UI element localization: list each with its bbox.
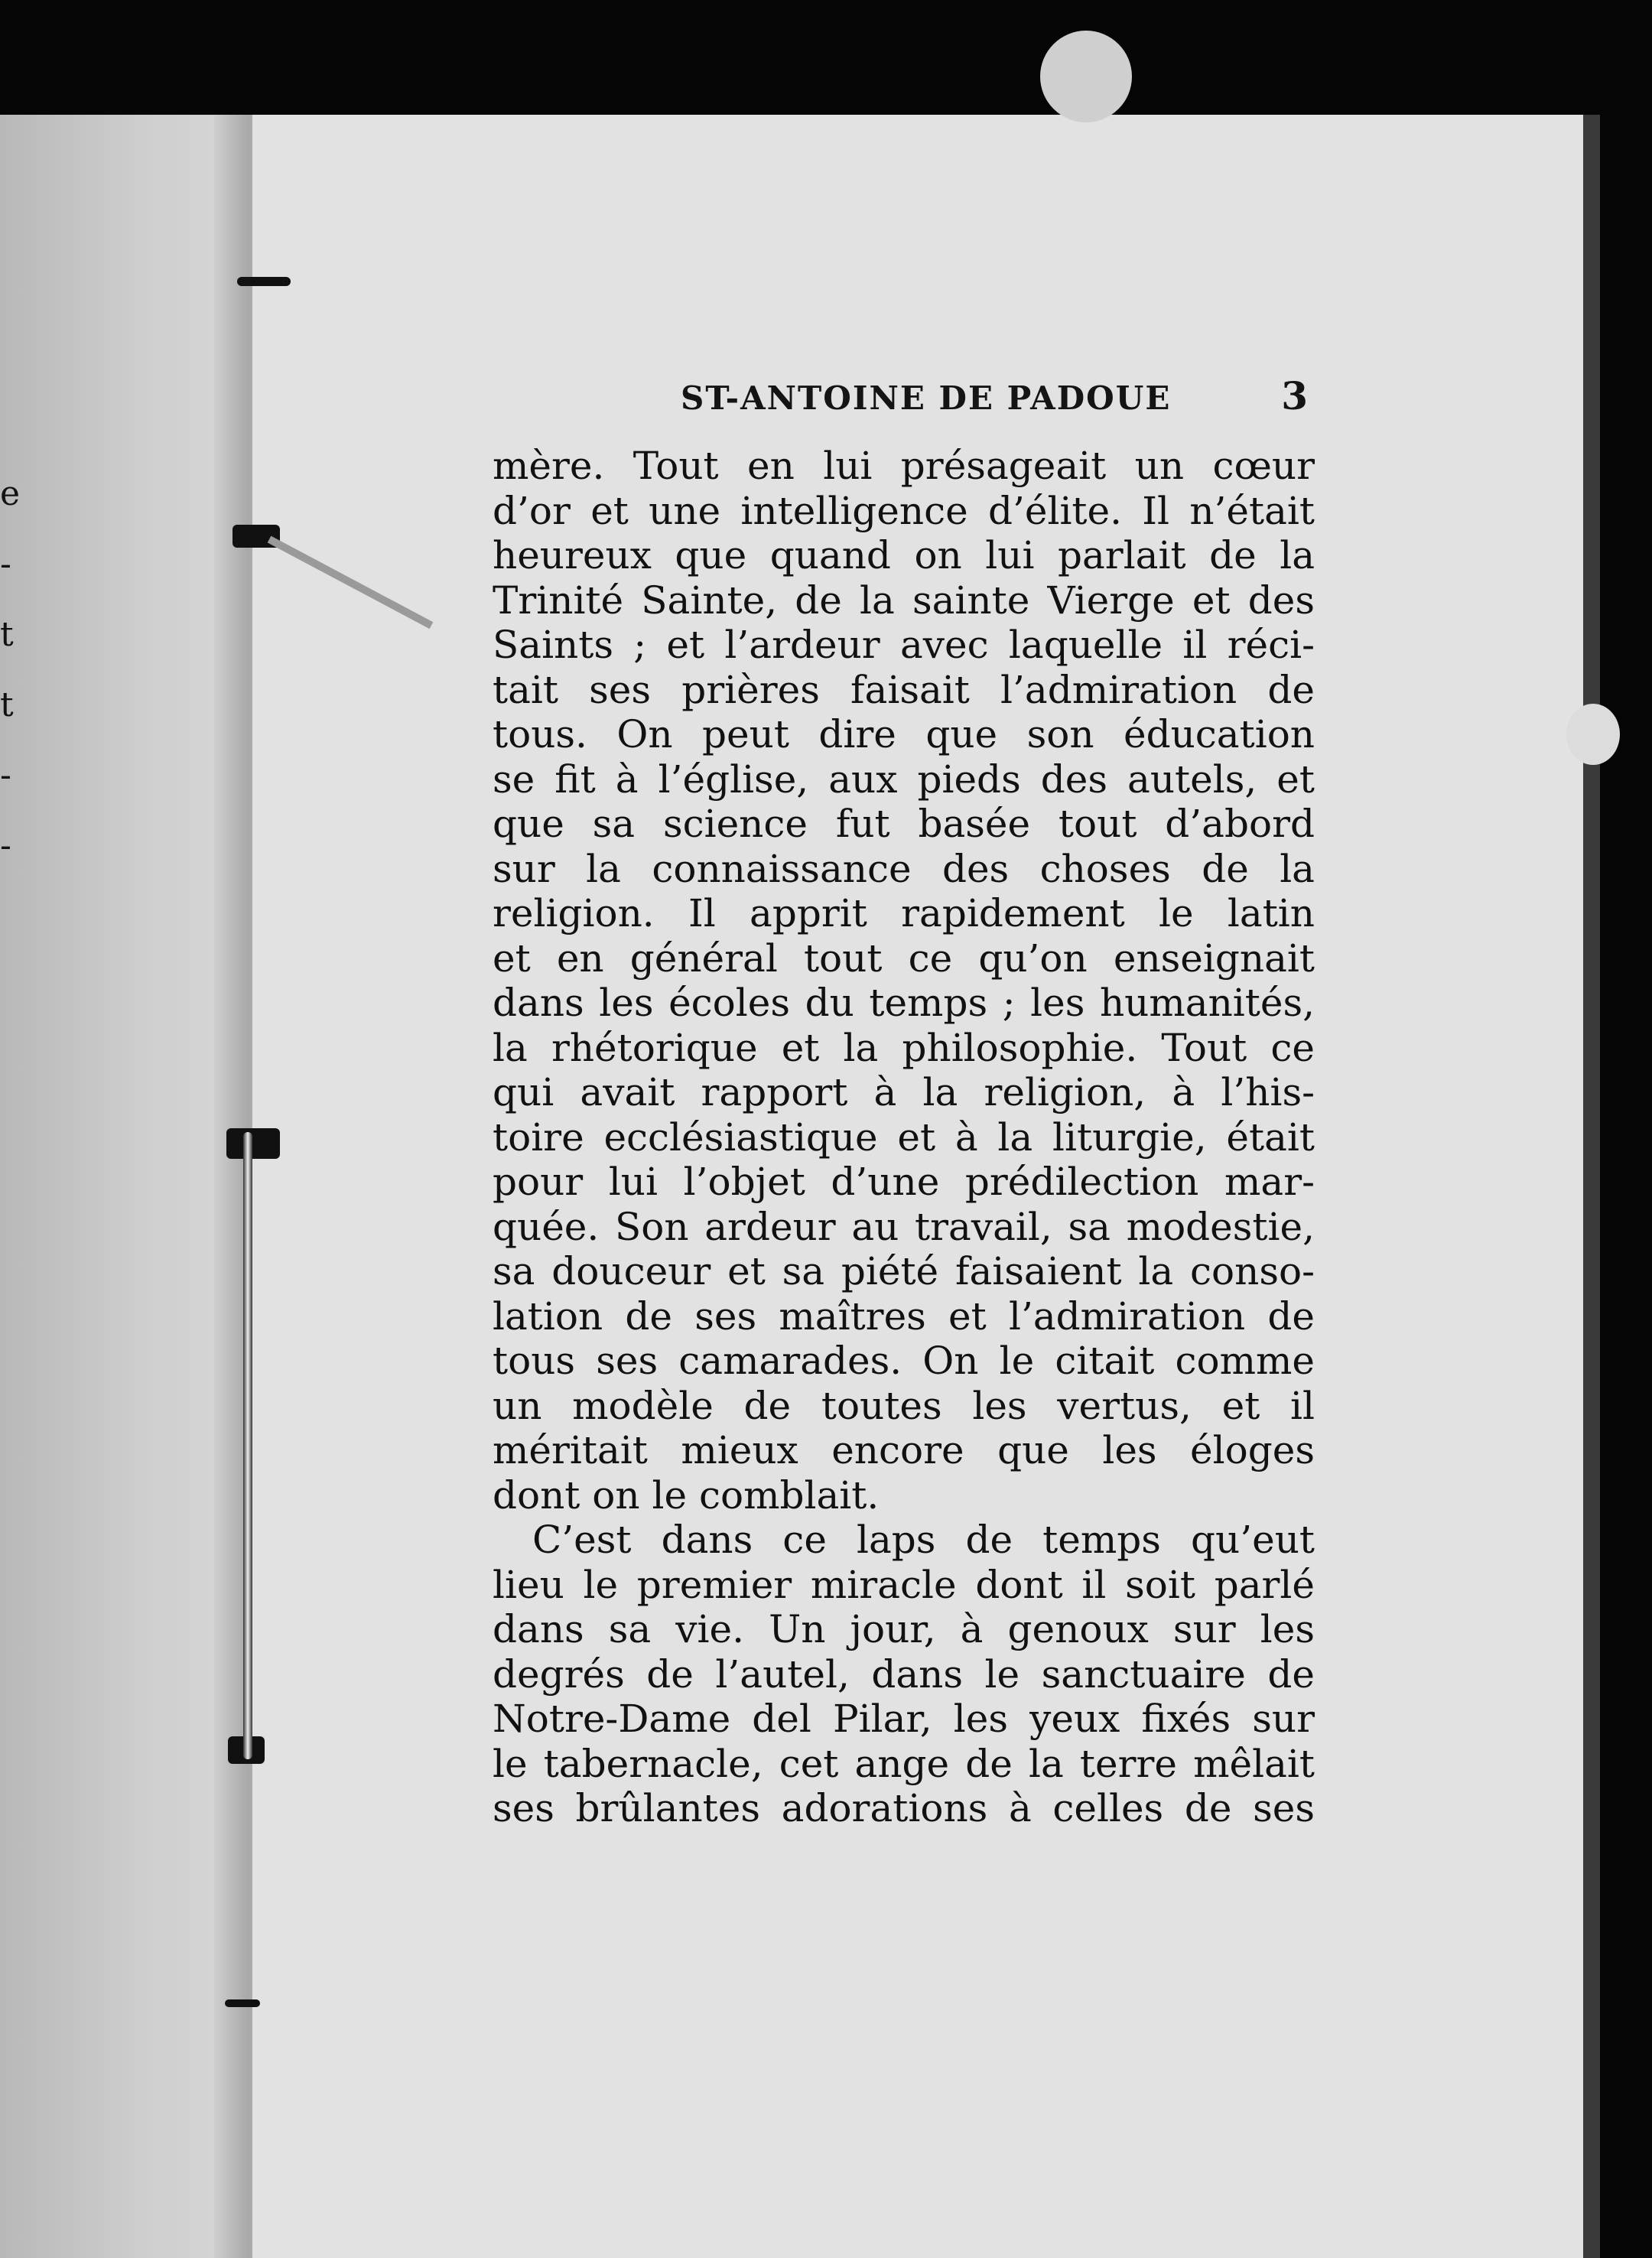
binding-stitch (237, 277, 291, 286)
text-line: dans sa vie. Un jour, à genoux sur les (493, 1607, 1315, 1651)
text-line: la rhétorique et la philosophie. Tout ce (493, 1025, 1315, 1070)
text-line: heureux que quand on lui parlait de la (493, 533, 1315, 578)
binding-thread (243, 1132, 252, 1759)
running-title: ST-ANTOINE DE PADOUE (681, 379, 1172, 417)
left-mark: t (0, 685, 14, 724)
left-mark: - (0, 545, 11, 584)
text-line: sa douceur et sa piété faisaient la conso- (493, 1249, 1315, 1293)
facing-page-text-fragments (0, 459, 21, 881)
text-line: dans les écoles du temps ; les humanités, (493, 981, 1315, 1025)
left-mark: - (0, 756, 11, 795)
text-line: toire ecclésiastique et à la liturgie, était (493, 1114, 1315, 1160)
text-line: méritait mieux encore que les éloges (493, 1428, 1315, 1472)
left-mark: t (0, 615, 14, 654)
text-line: Notre-Dame del Pilar, les yeux fixés sur (493, 1697, 1315, 1741)
text-line: ses brûlantes adorations à celles de ses (493, 1786, 1315, 1830)
text-line: sur la connaissance des choses de la (493, 846, 1315, 891)
left-mark: e (0, 474, 21, 513)
text-line: se fit à l’église, aux pieds des autels, et (493, 756, 1315, 802)
text-line: C’est dans ce laps de temps qu’eut (532, 1518, 1315, 1562)
text-line: qui avait rapport à la religion, à l’his- (493, 1070, 1315, 1114)
text-line: degrés de l’autel, dans le sanctuaire de (493, 1651, 1315, 1697)
text-line: un modèle de toutes les vertus, et il (493, 1383, 1315, 1428)
text-line: tous. On peut dire que son éducation (493, 712, 1315, 756)
body-text (493, 444, 1315, 1831)
text-line: le tabernacle, cet ange de la terre mêlait (493, 1741, 1315, 1786)
page-edge-shadow (1583, 115, 1600, 2258)
text-line: tous ses camarades. On le citait comme (493, 1339, 1315, 1383)
page-number: 3 (1281, 373, 1308, 418)
text-line: tait ses prières faisait l’admiration de (493, 667, 1315, 712)
paper-damage-right (1566, 704, 1620, 765)
left-mark: - (0, 826, 11, 865)
text-line: et en général tout ce qu’on enseignait (493, 935, 1315, 981)
text-line: lieu le premier miracle dont il soit parlé (493, 1562, 1315, 1607)
text-line: religion. Il apprit rapidement le latin (493, 891, 1315, 935)
text-line: d’or et une intelligence d’élite. Il n’était (493, 488, 1315, 533)
text-line: mère. Tout en lui présageait un cœur (493, 444, 1315, 488)
binding-stitch (225, 1999, 260, 2007)
text-line: lation de ses maîtres et l’admiration de (493, 1293, 1315, 1339)
paper-damage-top (1040, 31, 1132, 122)
running-header (681, 373, 1308, 418)
text-line: Saints ; et l’ardeur avec laquelle il réci- (493, 623, 1315, 667)
binding-stitch (226, 1128, 280, 1159)
text-line: que sa science fut basée tout d’abord (493, 802, 1315, 846)
text-line: Trinité Sainte, de la sainte Vierge et des (493, 578, 1315, 623)
text-line: pour lui l’objet d’une prédilection mar- (493, 1160, 1315, 1204)
text-line: dont on le comblait. (493, 1472, 880, 1518)
text-line: quée. Son ardeur au travail, sa modestie, (493, 1204, 1315, 1249)
